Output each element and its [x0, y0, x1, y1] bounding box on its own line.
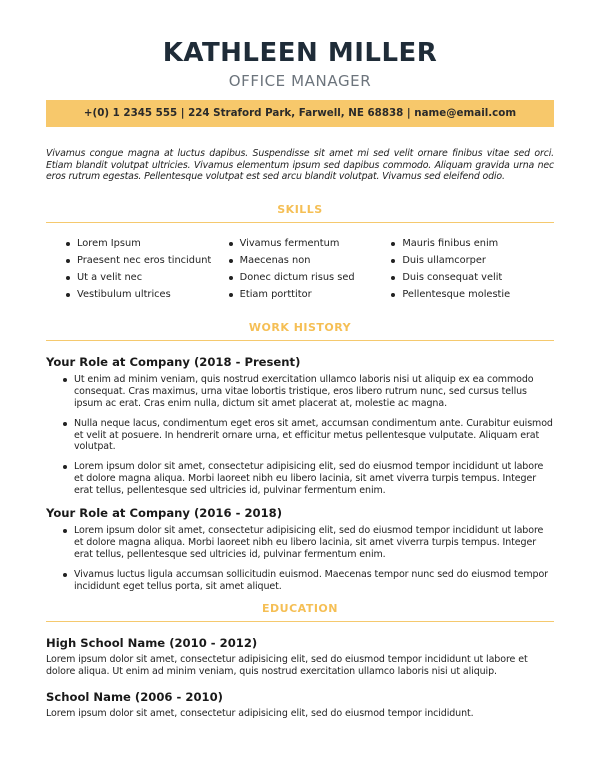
job-duty: Vivamus luctus ligula accumsan sollicitudin euismod. Maecenas tempor nunc sed do eiusmod tempor incididunt eget tellus porta, sit amet aliquet. [74, 569, 554, 593]
job-duty: Lorem ipsum dolor sit amet, consectetur adipisicing elit, sed do eiusmod tempor incididunt ut labore et dolore magna aliqua. Morbi laoreet nibh eu libero lacinia, sit amet viverra turpis tempus. Integer erat tellus, pellentesque sed ultricies id, pulvinar fermentum enim. [74, 461, 554, 496]
skill-item: Mauris finibus enim [391, 235, 554, 252]
section-title: EDUCATION [262, 602, 338, 616]
education-description: Lorem ipsum dolor sit amet, consectetur adipisicing elit, sed do eiusmod tempor incididunt. [46, 708, 474, 720]
skills-list [46, 235, 554, 304]
job-duty: Lorem ipsum dolor sit amet, consectetur adipisicing elit, sed do eiusmod tempor incididunt ut labore et dolore magna aliqua. Morbi laoreet nibh eu libero lacinia, sit amet viverra turpis tempus. Integer erat tellus, pellentesque sed ultricies id, pulvinar fermentum enim. [74, 525, 554, 560]
skill-item: Etiam porttitor [229, 286, 392, 303]
education-section-header [46, 602, 554, 622]
skill-item: Maecenas non [229, 252, 392, 269]
divider [46, 621, 554, 622]
skill-item: Duis ullamcorper [391, 252, 554, 269]
skills-column [391, 235, 554, 304]
skill-item: Ut a velit nec [66, 269, 229, 286]
skill-item: Vestibulum ultrices [66, 286, 229, 303]
job-duty: Nulla neque lacus, condimentum eget eros sit amet, accumsan condimentum ante. Curabitur euismod et velit at posuere. In hendrerit ornare urna, et efficitur metus pellentesque vulputate. Aliquam erat volutpat. [74, 417, 553, 453]
education-title: High School Name (2010 - 2012) [46, 636, 258, 651]
divider [46, 222, 554, 223]
job-duties-list [46, 525, 554, 592]
divider [46, 340, 554, 341]
section-title: SKILLS [277, 202, 323, 216]
skills-column [66, 235, 229, 304]
section-title: WORK HISTORY [248, 321, 352, 335]
skill-item: Donec dictum risus sed [229, 269, 392, 286]
candidate-name: KATHLEEN MILLER [162, 38, 438, 68]
job-role-title: Your Role at Company (2016 - 2018) [46, 506, 283, 521]
skill-item: Duis consequat velit [391, 269, 554, 286]
job-role-title: Your Role at Company (2018 - Present) [46, 355, 301, 370]
skill-item: Praesent nec eros tincidunt [66, 252, 229, 269]
skill-item: Lorem Ipsum [66, 235, 229, 252]
contact-bar: +(0) 1 2345 555 | 224 Straford Park, Farwell, NE 68838 | name@email.com [46, 100, 554, 127]
job-duties-list [46, 374, 554, 496]
education-description: Lorem ipsum dolor sit amet, consectetur adipisicing elit, sed do eiusmod tempor incididunt ut labore et dolore aliqua. Ut enim ad minim veniam, quis nostrud exercitation ullamco laboris nisi ut aliquip. [46, 654, 528, 678]
job-title-header: OFFICE MANAGER [228, 72, 372, 90]
job-duty: Ut enim ad minim veniam, quis nostrud exercitation ullamco laboris nisi ut aliquip ex ea commodo consequat. Cras maximus, urna vitae lobortis tristique, eros libero rutrum nunc, sed cursus tellus ipsum ac erat. Cras enim nulla, dictum sit amet placerat at, molestie ac magna. [74, 374, 554, 409]
skill-item: Vivamus fermentum [229, 235, 392, 252]
skills-column [229, 235, 392, 304]
skills-section-header [46, 203, 554, 223]
skill-item: Pellentesque molestie [391, 286, 554, 303]
education-title: School Name (2006 - 2010) [46, 690, 223, 705]
work-history-section-header [46, 321, 554, 341]
summary-paragraph: Vivamus congue magna at luctus dapibus. Suspendisse sit amet mi sed velit ornare finibus vitae sed orci. Etiam blandit volutpat ultricies. Vivamus elementum ipsum sed dapibus commodo. Aliquam gravida urna nec eros rutrum egestas. Pellentesque volutpat est sed arcu blandit volutpat. Vivamus sed eleifend odio. [46, 148, 554, 182]
